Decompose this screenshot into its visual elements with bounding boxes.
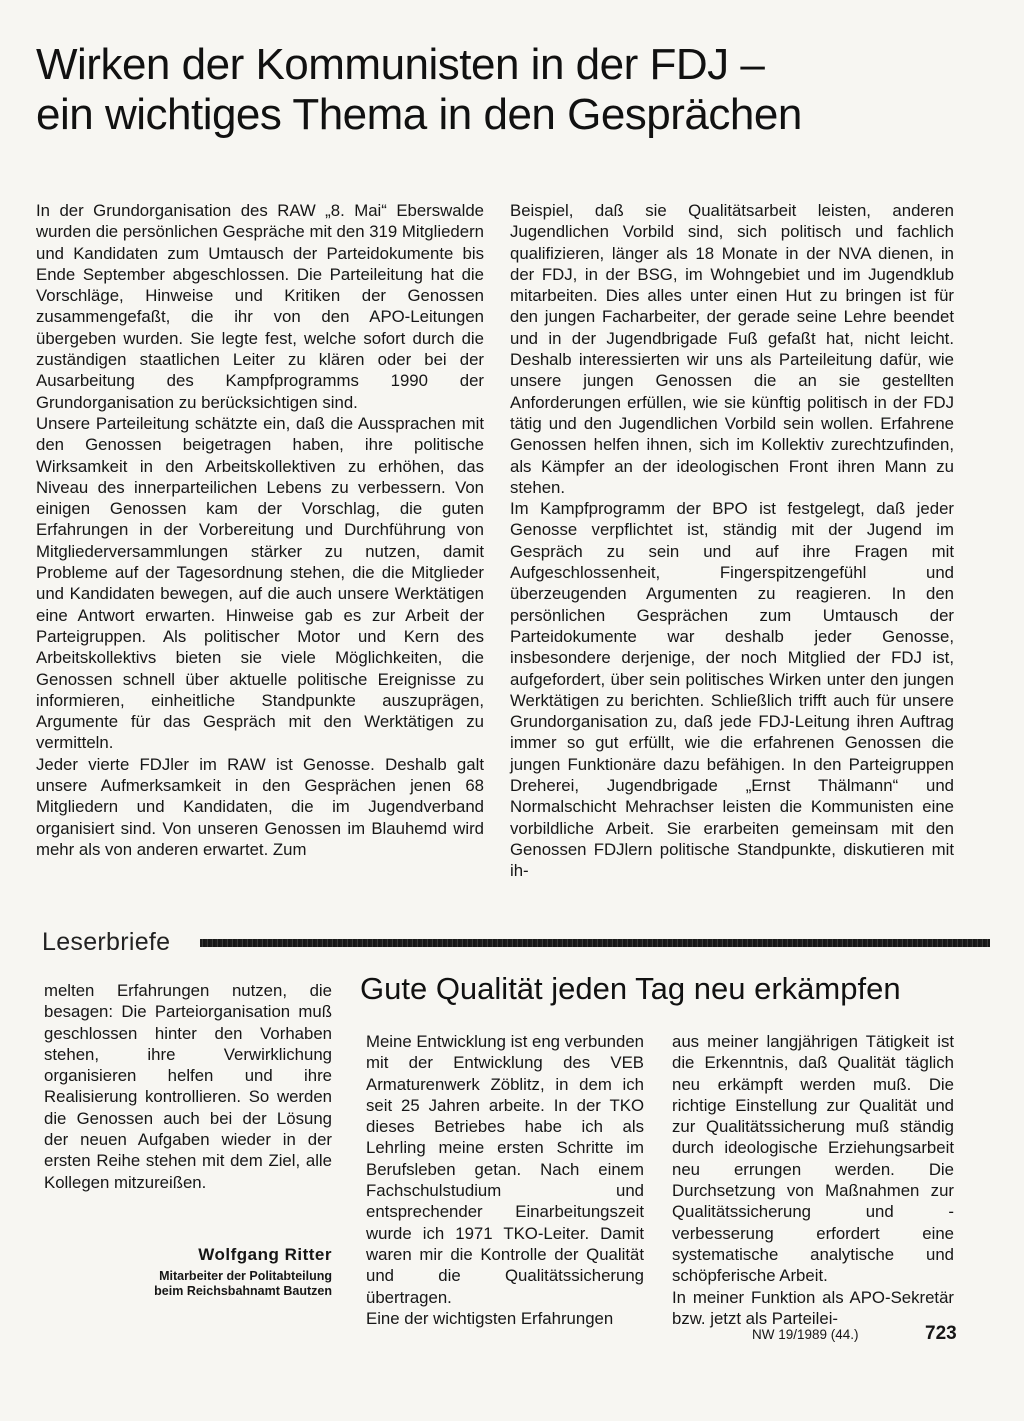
letter-paragraph: melten Erfahrungen nutzen, die besagen: Die Parteiorganisation muß geschlossen hinter den Vorhaben stehen, ihre Verwirklichung organisieren helfen und ihre Realisierung kontrollieren. So werden die Genossen auch bei der Lösung der neuen Aufgaben wieder in der ersten Reihe stehen mit dem Ziel, alle Kollegen mitzureißen. — [44, 981, 332, 1192]
issue-reference: NW 19/1989 (44.) — [752, 1327, 859, 1342]
headline-line-1: Wirken der Kommunisten in der FDJ – — [36, 40, 765, 89]
article-paragraph: Im Kampfprogramm der BPO ist festgelegt, daß jeder Genosse verpflichtet ist, ständig mit der Jugend im Gespräch zu sein und auf ihre Fragen mit Aufgeschlossenheit, Fingerspitzengefühl und überzeugenden Argumenten zu reagieren. In den persönlichen Gesprächen zum Umtausch der Parteidokumente war deshalb jeder Genosse, insbesondere derjenige, der noch Mitglied der FDJ ist, aufgefordert, über sein politisches Wirken unter den jungen Werktätigen zu berichten. Schließlich trifft auch für unsere Grundorganisation zu, daß jede FDJ-Leitung ihren Auftrag immer so gut erfüllt, wie die erfahrenen Genossen die jungen Funktionäre dazu befähigen. In den Parteigruppen Dreherei, Jugendbrigade „Ernst Thälmann“ und Normalschicht Mehrachser leisten die Kommunisten eine vorbildliche Arbeit. Sie erarbeiten gemeinsam mit den Genossen FDJlern politische Standpunkte, diskutieren mit ih- — [510, 499, 954, 881]
letter-paragraph: aus meiner langjährigen Tätigkeit ist die Erkenntnis, daß Qualität täglich neu erkämpft werden muß. Die richtige Einstellung zur Qualität und zur Qualitätssicherung muß ständig durch ideologische Erziehungsarbeit neu errungen werden. Die Durchsetzung von Maßnahmen zur Qualitätssicherung und -verbesserung erfordert eine systematische analytische und schöpferische Arbeit. — [672, 1032, 954, 1286]
article-column-1 — [36, 200, 484, 860]
page-number: 723 — [925, 1323, 957, 1344]
letter-paragraph: In meiner Funktion als APO-Sekretär bzw. jetzt als Parteilei- — [672, 1287, 954, 1328]
article-column-2 — [510, 200, 954, 882]
section-divider — [200, 939, 990, 947]
letter-paragraph: Eine der wichtigsten Erfahrungen — [366, 1308, 614, 1328]
author-role-line-1: Mitarbeiter der Politabteilung — [159, 1269, 332, 1283]
article-paragraph: Jeder vierte FDJler im RAW ist Genosse. Deshalb galt unsere Aufmerksamkeit in den Gesprächen jenen 68 Mitgliedern und Kandidaten, die im Jugendverband organisiert sind. Von unseren Genossen im Blauhemd wird mehr als von anderen erwartet. Zum — [36, 754, 484, 859]
section-label-leserbriefe: Leserbriefe — [42, 928, 171, 956]
letter-1-column — [44, 980, 332, 1193]
letter-2-column-1 — [366, 1031, 644, 1329]
article-headline — [36, 40, 996, 140]
letter-author-name: Wolfgang Ritter — [198, 1245, 332, 1264]
letter-author-role — [40, 1269, 332, 1299]
letter-paragraph: Meine Entwicklung ist eng verbunden mit der Entwicklung des VEB Armaturenwerk Zöblitz, in dem ich seit 25 Jahren arbeite. In der TKO dieses Betriebes habe ich als Lehrling meine ersten Schritte im Berufsleben getan. Nach einem Fachschulstudium und entsprechender Einarbeitungszeit wurde ich 1971 TKO-Leiter. Damit waren mir die Kontrolle der Qualität und die Qualitätssicherung übertragen. — [366, 1032, 644, 1307]
letter-2-headline: Gute Qualität jeden Tag neu erkämpfen — [360, 971, 901, 1006]
headline-line-2: ein wichtiges Thema in den Gesprächen — [36, 90, 802, 139]
article-paragraph: Beispiel, daß sie Qualitätsarbeit leisten, anderen Jugendlichen Vorbild sind, sich politisch und fachlich qualifizieren, länger als 18 Monate in der NVA dienen, in der FDJ, in der BSG, im Wohngebiet und im Jugendklub mitarbeiten. Dies alles unter einen Hut zu bringen ist für den jungen Facharbeiter, der gerade seine Lehre beendet und in der Jugendbrigade Fuß gefaßt hat, nicht leicht. Deshalb interessierten wir uns als Parteileitung dafür, wie unsere jungen Genossen die an sie gestellten Anforderungen erfüllen, wie sie künftig politisch in der FDJ tätig und den Jugendlichen Vorbild sein wollen. Erfahrene Genossen helfen ihnen, sich im Kollektiv zurechtzufinden, als Kämpfer an der ideologischen Front ihren Mann zu stehen. — [510, 201, 954, 497]
article-paragraph: Unsere Parteileitung schätzte ein, daß die Aussprachen mit den Genossen beigetragen haben, ihre politische Wirksamkeit in den Arbeitskollektiven zu erhöhen, das Niveau des innerparteilichen Lebens zu verbessern. Von einigen Genossen kam der Vorschlag, die guten Erfahrungen in der Vorbereitung und Durchführung von Mitgliederversammlungen stärker zu nutzen, damit Probleme auf der Tagesordnung stehen, die die Mitglieder und Kandidaten bewegen, auf die auch unsere Werktätigen eine Antwort erwarten. Hinweise gab es zur Arbeit der Parteigruppen. Als politischer Motor und Kern des Arbeitskollektivs bieten sie viele Möglichkeiten, die Genossen schnell über aktuelle politische Ereignisse zu informieren, einheitliche Standpunkte auszuprägen, Argumente für das Gespräch mit den Werktätigen zu vermitteln. — [36, 413, 484, 753]
author-role-line-2: beim Reichsbahnamt Bautzen — [154, 1284, 332, 1298]
article-paragraph: In der Grundorganisation des RAW „8. Mai“ Eberswalde wurden die persönlichen Gespräche mit den 319 Mitgliedern und Kandidaten zum Umtausch der Parteidokumente bis Ende September abgeschlossen. Die Parteileitung hat die Vorschläge, Hinweise und Kritiken der Genossen zusammengefaßt, die ihr von den APO-Leitungen übergeben wurden. Sie legte fest, welche sofort durch die zuständigen staatlichen Leiter zu klären oder bei der Ausarbeitung des Kampfprogramms 1990 der Grundorganisation zu berücksichtigen sind. — [36, 201, 484, 412]
letter-2-column-2 — [672, 1031, 954, 1329]
